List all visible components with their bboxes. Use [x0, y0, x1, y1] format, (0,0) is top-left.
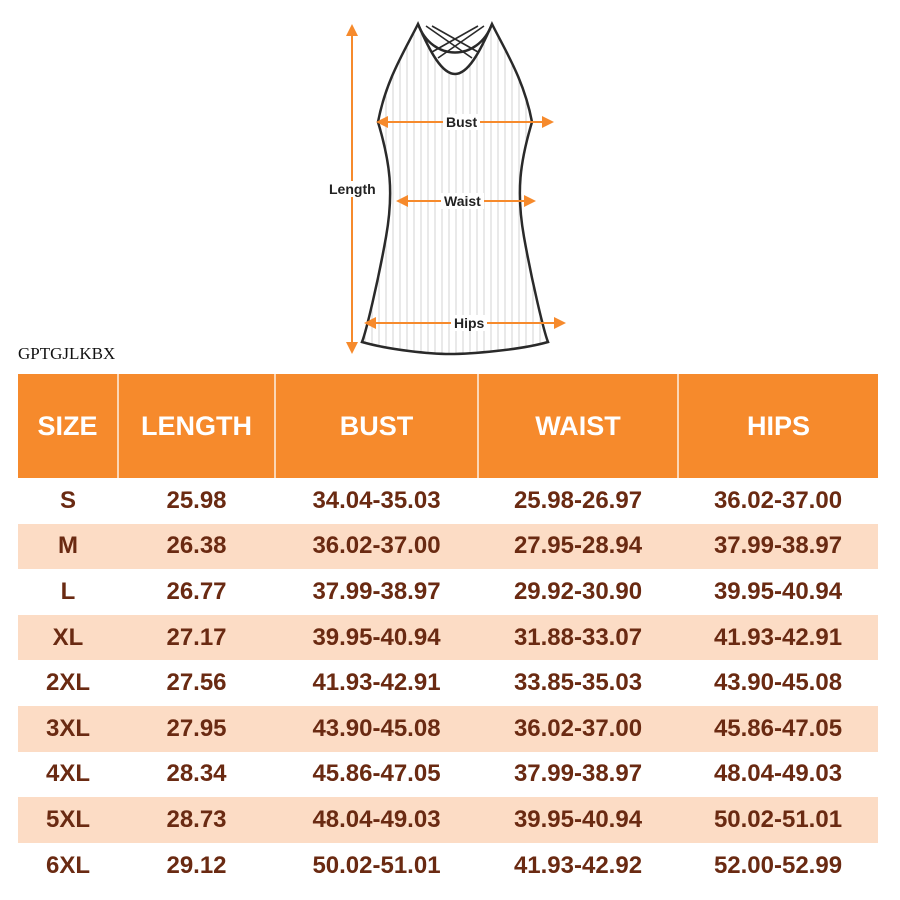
tank-top-diagram — [320, 12, 580, 362]
hips-cell: 50.02-51.01 — [678, 797, 878, 843]
length-cell: 27.17 — [118, 615, 275, 661]
hips-label: Hips — [451, 315, 487, 331]
table-row — [18, 660, 878, 706]
length-cell: 29.12 — [166, 851, 227, 879]
length-cell: 26.38 — [118, 524, 275, 570]
waist-label: Waist — [441, 193, 484, 209]
bust-cell: 37.99-38.97 — [312, 577, 441, 605]
bust-cell: 36.02-37.00 — [275, 524, 478, 570]
length-cell: 28.73 — [118, 797, 275, 843]
bust-cell: 48.04-49.03 — [275, 797, 478, 843]
waist-cell: 29.92-30.90 — [513, 577, 643, 605]
hips-cell: 52.00-52.99 — [713, 851, 843, 879]
waist-cell: 31.88-33.07 — [478, 615, 678, 661]
bust-cell: 45.86-47.05 — [312, 760, 441, 788]
hips-cell: 45.86-47.05 — [678, 706, 878, 752]
table-row — [18, 478, 878, 524]
length-cell: 28.34 — [166, 760, 227, 788]
hips-cell: 36.02-37.00 — [713, 486, 843, 514]
size-chart-table — [18, 374, 878, 888]
length-cell: 26.77 — [166, 577, 227, 605]
length-label: Length — [326, 181, 379, 197]
size-cell: M — [18, 524, 118, 570]
hips-cell: 37.99-38.97 — [678, 524, 878, 570]
bust-cell: 50.02-51.01 — [312, 851, 441, 879]
waist-cell: 36.02-37.00 — [478, 706, 678, 752]
table-row — [18, 797, 878, 843]
table-row — [18, 615, 878, 661]
garment-outline — [362, 24, 548, 354]
table-row — [18, 569, 878, 615]
waist-cell: 37.99-38.97 — [513, 760, 643, 788]
size-cell: 6XL — [45, 851, 90, 879]
header-waist: WAIST — [478, 374, 678, 478]
size-cell: 3XL — [18, 706, 118, 752]
waist-cell: 39.95-40.94 — [478, 797, 678, 843]
bust-cell: 39.95-40.94 — [275, 615, 478, 661]
header-bust: BUST — [275, 374, 478, 478]
size-cell: XL — [18, 615, 118, 661]
size-cell: 5XL — [18, 797, 118, 843]
waist-cell: 33.85-35.03 — [513, 669, 643, 697]
size-cell: L — [60, 577, 76, 605]
table-row — [18, 524, 878, 570]
waist-cell: 41.93-42.92 — [513, 851, 643, 879]
header-hips: HIPS — [678, 374, 878, 478]
hips-cell: 39.95-40.94 — [713, 577, 843, 605]
table-row — [18, 706, 878, 752]
size-cell: 4XL — [45, 760, 90, 788]
bust-cell: 34.04-35.03 — [312, 486, 441, 514]
bust-label: Bust — [443, 114, 480, 130]
product-code: GPTGJLKBX — [18, 344, 116, 363]
hips-cell: 41.93-42.91 — [678, 615, 878, 661]
length-cell: 25.98 — [166, 486, 227, 514]
table-row — [18, 843, 878, 889]
waist-cell: 25.98-26.97 — [513, 486, 643, 514]
size-cell: 2XL — [45, 669, 90, 697]
hips-cell: 48.04-49.03 — [713, 760, 843, 788]
hips-cell: 43.90-45.08 — [713, 669, 843, 697]
bust-cell: 41.93-42.91 — [312, 669, 441, 697]
waist-cell: 27.95-28.94 — [478, 524, 678, 570]
table-header-row — [18, 374, 878, 478]
header-size: SIZE — [18, 374, 118, 478]
table-body — [18, 478, 878, 888]
size-cell: S — [59, 486, 76, 514]
table-row — [18, 752, 878, 798]
length-cell: 27.95 — [118, 706, 275, 752]
header-length: LENGTH — [118, 374, 275, 478]
length-cell: 27.56 — [166, 669, 227, 697]
bust-cell: 43.90-45.08 — [275, 706, 478, 752]
